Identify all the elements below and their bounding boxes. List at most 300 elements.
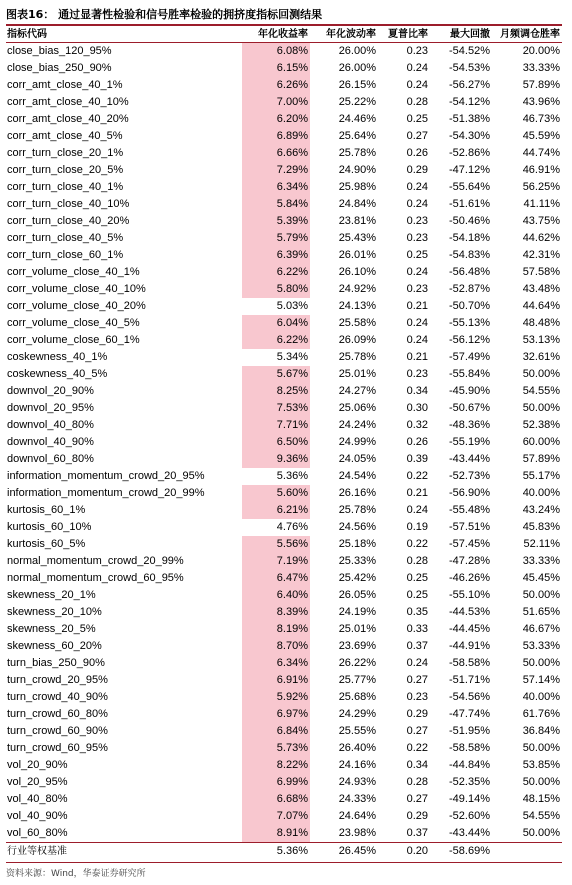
cell-annual-volatility: 25.18%	[338, 538, 376, 550]
cell-annual-volatility: 24.90%	[338, 164, 376, 176]
cell-annual-volatility: 24.64%	[338, 810, 376, 822]
cell-sharpe: 0.24	[406, 181, 428, 193]
cell-monthly-win-rate: 44.64%	[522, 300, 560, 312]
cell-indicator-code: close_bias_250_90%	[7, 62, 112, 74]
cell-monthly-win-rate: 56.25%	[522, 181, 560, 193]
cell-annual-volatility: 26.00%	[338, 62, 376, 74]
table-row	[6, 162, 562, 179]
cell-sharpe: 0.28	[406, 96, 428, 108]
cell-sharpe: 0.29	[406, 810, 428, 822]
cell-annual-volatility: 24.92%	[338, 283, 376, 295]
table-row	[6, 281, 562, 298]
cell-indicator-code: vol_20_95%	[7, 776, 68, 788]
cell-monthly-win-rate: 54.55%	[522, 810, 560, 822]
cell-annual-return: 8.70%	[242, 638, 310, 655]
table-row	[6, 400, 562, 417]
cell-max-drawdown: -57.51%	[449, 521, 490, 533]
cell-max-drawdown: -52.87%	[449, 283, 490, 295]
cell-sharpe: 0.22	[406, 742, 428, 754]
cell-annual-return: 5.60%	[242, 485, 310, 502]
header-annual-volatility: 年化波动率	[326, 29, 376, 40]
cell-indicator-code: corr_turn_close_40_1%	[7, 181, 124, 193]
cell-sharpe: 0.24	[406, 657, 428, 669]
cell-annual-return: 8.19%	[242, 621, 310, 638]
cell-max-drawdown: -50.67%	[449, 402, 490, 414]
cell-sharpe: 0.33	[406, 623, 428, 635]
cell-sharpe: 0.26	[406, 147, 428, 159]
cell-sharpe: 0.23	[406, 368, 428, 380]
cell-monthly-win-rate: 50.00%	[522, 402, 560, 414]
cell-max-drawdown: -50.46%	[449, 215, 490, 227]
cell-max-drawdown: -55.10%	[449, 589, 490, 601]
cell-annual-volatility: 24.19%	[338, 606, 376, 618]
cell-annual-return: 6.20%	[242, 111, 310, 128]
cell-annual-return: 7.53%	[242, 400, 310, 417]
cell-sharpe: 0.21	[406, 351, 428, 363]
cell-monthly-win-rate: 50.00%	[522, 368, 560, 380]
cell-indicator-code: normal_momentum_crowd_60_95%	[7, 572, 184, 584]
cell-monthly-win-rate: 52.38%	[522, 419, 560, 431]
cell-indicator-code: skewness_20_10%	[7, 606, 102, 618]
table-row	[6, 349, 562, 366]
cell-indicator-code: information_momentum_crowd_20_95%	[7, 470, 205, 482]
table-row	[6, 706, 562, 723]
cell-sharpe: 0.27	[406, 725, 428, 737]
cell-annual-return: 6.66%	[242, 145, 310, 162]
cell-max-drawdown: -52.60%	[449, 810, 490, 822]
cell-indicator-code: downvol_40_80%	[7, 419, 94, 431]
cell-monthly-win-rate: 54.55%	[522, 385, 560, 397]
cell-sharpe: 0.21	[406, 300, 428, 312]
table-row	[6, 264, 562, 281]
cell-annual-volatility: 23.69%	[338, 640, 376, 652]
table-row	[6, 315, 562, 332]
cell-monthly-win-rate: 40.00%	[522, 487, 560, 499]
cell-annual-return: 6.22%	[242, 264, 310, 281]
cell-sharpe: 0.34	[406, 759, 428, 771]
cell-monthly-win-rate: 33.33%	[522, 555, 560, 567]
cell-sharpe: 0.23	[406, 283, 428, 295]
cell-monthly-win-rate: 20.00%	[522, 45, 560, 57]
cell-monthly-win-rate: 32.61%	[522, 351, 560, 363]
cell-annual-return: 5.03%	[276, 300, 308, 312]
cell-sharpe: 0.23	[406, 45, 428, 57]
cell-max-drawdown: -52.86%	[449, 147, 490, 159]
cell-monthly-win-rate: 55.17%	[522, 470, 560, 482]
cell-annual-volatility: 24.27%	[338, 385, 376, 397]
cell-monthly-win-rate: 45.83%	[522, 521, 560, 533]
benchmark-return: 5.36%	[276, 845, 308, 857]
cell-indicator-code: turn_crowd_40_90%	[7, 691, 108, 703]
table-row	[6, 791, 562, 808]
cell-max-drawdown: -56.90%	[449, 487, 490, 499]
cell-sharpe: 0.32	[406, 419, 428, 431]
cell-max-drawdown: -51.95%	[449, 725, 490, 737]
table-row	[6, 485, 562, 502]
cell-monthly-win-rate: 43.24%	[522, 504, 560, 516]
cell-annual-volatility: 25.43%	[338, 232, 376, 244]
table-row	[6, 808, 562, 825]
cell-monthly-win-rate: 43.48%	[522, 283, 560, 295]
cell-sharpe: 0.29	[406, 164, 428, 176]
cell-sharpe: 0.22	[406, 538, 428, 550]
table-row	[6, 60, 562, 77]
cell-monthly-win-rate: 50.00%	[522, 827, 560, 839]
cell-indicator-code: corr_amt_close_40_5%	[7, 130, 123, 142]
table-caption: 图表16： 通过显著性检验和信号胜率检验的拥挤度指标回测结果	[6, 8, 323, 21]
cell-indicator-code: turn_bias_250_90%	[7, 657, 105, 669]
cell-annual-volatility: 23.81%	[338, 215, 376, 227]
table-row	[6, 536, 562, 553]
cell-max-drawdown: -55.13%	[449, 317, 490, 329]
cell-annual-return: 6.04%	[242, 315, 310, 332]
cell-annual-return: 6.21%	[242, 502, 310, 519]
cell-max-drawdown: -52.35%	[449, 776, 490, 788]
cell-annual-volatility: 24.93%	[338, 776, 376, 788]
cell-max-drawdown: -56.48%	[449, 266, 490, 278]
table-row	[6, 230, 562, 247]
cell-indicator-code: coskewness_40_1%	[7, 351, 108, 363]
cell-monthly-win-rate: 61.76%	[522, 708, 560, 720]
cell-indicator-code: downvol_20_90%	[7, 385, 94, 397]
cell-indicator-code: corr_turn_close_40_5%	[7, 232, 124, 244]
cell-sharpe: 0.24	[406, 62, 428, 74]
table-row	[6, 502, 562, 519]
cell-monthly-win-rate: 44.62%	[522, 232, 560, 244]
table-row	[6, 621, 562, 638]
cell-monthly-win-rate: 44.74%	[522, 147, 560, 159]
cell-max-drawdown: -43.44%	[449, 453, 490, 465]
cell-annual-return: 7.00%	[242, 94, 310, 111]
cell-indicator-code: kurtosis_60_1%	[7, 504, 86, 516]
cell-sharpe: 0.23	[406, 215, 428, 227]
table-row	[6, 553, 562, 570]
table-row	[6, 451, 562, 468]
cell-annual-return: 8.22%	[242, 757, 310, 774]
cell-max-drawdown: -47.28%	[449, 555, 490, 567]
cell-annual-volatility: 25.01%	[338, 368, 376, 380]
cell-max-drawdown: -44.53%	[449, 606, 490, 618]
cell-annual-return: 5.92%	[242, 689, 310, 706]
cell-annual-return: 6.15%	[242, 60, 310, 77]
cell-annual-volatility: 26.10%	[338, 266, 376, 278]
cell-indicator-code: downvol_40_90%	[7, 436, 94, 448]
cell-annual-volatility: 24.84%	[338, 198, 376, 210]
cell-sharpe: 0.30	[406, 402, 428, 414]
cell-annual-volatility: 25.98%	[338, 181, 376, 193]
cell-annual-return: 6.22%	[242, 332, 310, 349]
cell-annual-volatility: 26.40%	[338, 742, 376, 754]
cell-annual-volatility: 26.22%	[338, 657, 376, 669]
cell-monthly-win-rate: 57.89%	[522, 453, 560, 465]
cell-annual-volatility: 26.09%	[338, 334, 376, 346]
cell-annual-return: 7.07%	[242, 808, 310, 825]
table-row	[6, 468, 562, 485]
cell-annual-return: 6.40%	[242, 587, 310, 604]
cell-monthly-win-rate: 43.96%	[522, 96, 560, 108]
cell-sharpe: 0.25	[406, 113, 428, 125]
cell-max-drawdown: -50.70%	[449, 300, 490, 312]
cell-annual-volatility: 24.13%	[338, 300, 376, 312]
table-row	[6, 587, 562, 604]
cell-monthly-win-rate: 33.33%	[522, 62, 560, 74]
cell-annual-volatility: 26.00%	[338, 45, 376, 57]
cell-annual-volatility: 24.33%	[338, 793, 376, 805]
cell-indicator-code: corr_turn_close_40_10%	[7, 198, 130, 210]
cell-annual-return: 8.39%	[242, 604, 310, 621]
cell-monthly-win-rate: 36.84%	[522, 725, 560, 737]
cell-annual-volatility: 26.01%	[338, 249, 376, 261]
table-row	[6, 672, 562, 689]
cell-monthly-win-rate: 45.45%	[522, 572, 560, 584]
cell-monthly-win-rate: 46.91%	[522, 164, 560, 176]
cell-annual-volatility: 25.33%	[338, 555, 376, 567]
table-row	[6, 383, 562, 400]
cell-annual-volatility: 24.99%	[338, 436, 376, 448]
cell-annual-volatility: 25.77%	[338, 674, 376, 686]
cell-monthly-win-rate: 46.73%	[522, 113, 560, 125]
cell-monthly-win-rate: 43.75%	[522, 215, 560, 227]
cell-indicator-code: corr_volume_close_40_20%	[7, 300, 146, 312]
header-monthly-win-rate: 月频调仓胜率	[500, 29, 560, 40]
cell-annual-volatility: 24.29%	[338, 708, 376, 720]
cell-annual-volatility: 25.58%	[338, 317, 376, 329]
cell-max-drawdown: -43.44%	[449, 827, 490, 839]
cell-indicator-code: corr_turn_close_60_1%	[7, 249, 124, 261]
table-row	[6, 825, 562, 842]
table-body	[6, 43, 562, 842]
table-header	[6, 26, 562, 43]
cell-monthly-win-rate: 48.15%	[522, 793, 560, 805]
header-annual-return: 年化收益率	[258, 29, 308, 40]
cell-sharpe: 0.34	[406, 385, 428, 397]
cell-monthly-win-rate: 48.48%	[522, 317, 560, 329]
cell-indicator-code: kurtosis_60_5%	[7, 538, 86, 550]
cell-sharpe: 0.28	[406, 555, 428, 567]
cell-monthly-win-rate: 50.00%	[522, 589, 560, 601]
table-row	[6, 757, 562, 774]
cell-monthly-win-rate: 57.89%	[522, 79, 560, 91]
cell-sharpe: 0.25	[406, 572, 428, 584]
cell-annual-return: 5.84%	[242, 196, 310, 213]
cell-indicator-code: corr_volume_close_60_1%	[7, 334, 140, 346]
cell-sharpe: 0.27	[406, 674, 428, 686]
cell-annual-volatility: 23.98%	[338, 827, 376, 839]
source-note: 资料来源：Wind，华泰证券研究所	[6, 869, 146, 879]
cell-annual-return: 5.36%	[276, 470, 308, 482]
cell-annual-return: 6.34%	[242, 655, 310, 672]
header-sharpe: 夏普比率	[388, 29, 428, 40]
cell-max-drawdown: -54.56%	[449, 691, 490, 703]
benchmark-win-rate	[492, 843, 562, 859]
cell-annual-return: 6.08%	[242, 43, 310, 60]
table-row	[6, 689, 562, 706]
cell-annual-volatility: 26.16%	[338, 487, 376, 499]
cell-sharpe: 0.21	[406, 487, 428, 499]
benchmark-max-drawdown: -58.69%	[449, 845, 490, 857]
cell-sharpe: 0.24	[406, 317, 428, 329]
cell-annual-volatility: 25.78%	[338, 504, 376, 516]
cell-annual-volatility: 24.16%	[338, 759, 376, 771]
table-row	[6, 740, 562, 757]
cell-sharpe: 0.24	[406, 334, 428, 346]
table-row	[6, 655, 562, 672]
table-row	[6, 604, 562, 621]
table-row	[6, 111, 562, 128]
cell-monthly-win-rate: 40.00%	[522, 691, 560, 703]
cell-indicator-code: corr_amt_close_40_10%	[7, 96, 129, 108]
cell-sharpe: 0.19	[406, 521, 428, 533]
cell-sharpe: 0.35	[406, 606, 428, 618]
cell-max-drawdown: -57.49%	[449, 351, 490, 363]
cell-annual-return: 6.99%	[242, 774, 310, 791]
cell-indicator-code: corr_turn_close_40_20%	[7, 215, 130, 227]
cell-indicator-code: corr_volume_close_40_1%	[7, 266, 140, 278]
cell-indicator-code: corr_turn_close_20_1%	[7, 147, 124, 159]
table-row	[6, 434, 562, 451]
cell-annual-return: 8.25%	[242, 383, 310, 400]
cell-annual-return: 6.91%	[242, 672, 310, 689]
cell-annual-return: 6.47%	[242, 570, 310, 587]
table-row	[6, 332, 562, 349]
benchmark-volatility: 26.45%	[338, 845, 376, 857]
cell-max-drawdown: -54.53%	[449, 62, 490, 74]
cell-annual-return: 5.67%	[242, 366, 310, 383]
cell-monthly-win-rate: 57.14%	[522, 674, 560, 686]
cell-max-drawdown: -58.58%	[449, 657, 490, 669]
cell-sharpe: 0.24	[406, 198, 428, 210]
table-row	[6, 298, 562, 315]
cell-indicator-code: skewness_20_5%	[7, 623, 96, 635]
cell-indicator-code: information_momentum_crowd_20_99%	[7, 487, 205, 499]
cell-monthly-win-rate: 53.13%	[522, 334, 560, 346]
cell-sharpe: 0.25	[406, 249, 428, 261]
cell-indicator-code: turn_crowd_60_90%	[7, 725, 108, 737]
cell-annual-volatility: 24.56%	[338, 521, 376, 533]
cell-indicator-code: downvol_20_95%	[7, 402, 94, 414]
header-max-drawdown: 最大回撤	[450, 29, 490, 40]
cell-annual-return: 4.76%	[276, 521, 308, 533]
cell-indicator-code: normal_momentum_crowd_20_99%	[7, 555, 184, 567]
cell-annual-return: 7.71%	[242, 417, 310, 434]
table-row	[6, 366, 562, 383]
cell-annual-return: 6.84%	[242, 723, 310, 740]
cell-max-drawdown: -51.38%	[449, 113, 490, 125]
table-row	[6, 179, 562, 196]
cell-indicator-code: corr_volume_close_40_5%	[7, 317, 140, 329]
cell-monthly-win-rate: 53.85%	[522, 759, 560, 771]
table-row	[6, 417, 562, 434]
cell-monthly-win-rate: 57.58%	[522, 266, 560, 278]
header-indicator-code: 指标代码	[7, 29, 47, 40]
cell-sharpe: 0.25	[406, 589, 428, 601]
cell-annual-return: 5.73%	[242, 740, 310, 757]
cell-annual-return: 7.19%	[242, 553, 310, 570]
cell-sharpe: 0.23	[406, 232, 428, 244]
cell-monthly-win-rate: 53.33%	[522, 640, 560, 652]
cell-monthly-win-rate: 46.67%	[522, 623, 560, 635]
cell-annual-return: 5.39%	[242, 213, 310, 230]
cell-indicator-code: turn_crowd_20_95%	[7, 674, 108, 686]
cell-annual-return: 7.29%	[242, 162, 310, 179]
cell-sharpe: 0.27	[406, 130, 428, 142]
cell-annual-return: 5.79%	[242, 230, 310, 247]
cell-sharpe: 0.24	[406, 79, 428, 91]
cell-max-drawdown: -45.90%	[449, 385, 490, 397]
cell-max-drawdown: -54.12%	[449, 96, 490, 108]
cell-sharpe: 0.28	[406, 776, 428, 788]
cell-annual-volatility: 25.64%	[338, 130, 376, 142]
table-row	[6, 570, 562, 587]
cell-sharpe: 0.23	[406, 691, 428, 703]
cell-annual-volatility: 25.22%	[338, 96, 376, 108]
cell-annual-volatility: 25.42%	[338, 572, 376, 584]
cell-monthly-win-rate: 50.00%	[522, 742, 560, 754]
cell-max-drawdown: -55.19%	[449, 436, 490, 448]
cell-indicator-code: corr_turn_close_20_5%	[7, 164, 124, 176]
cell-indicator-code: turn_crowd_60_95%	[7, 742, 108, 754]
cell-annual-return: 5.80%	[242, 281, 310, 298]
cell-sharpe: 0.37	[406, 640, 428, 652]
cell-max-drawdown: -54.52%	[449, 45, 490, 57]
cell-max-drawdown: -47.12%	[449, 164, 490, 176]
cell-annual-return: 5.56%	[242, 536, 310, 553]
table-row	[6, 77, 562, 94]
cell-annual-return: 6.97%	[242, 706, 310, 723]
cell-max-drawdown: -52.73%	[449, 470, 490, 482]
table-row	[6, 723, 562, 740]
cell-sharpe: 0.29	[406, 708, 428, 720]
table-row	[6, 519, 562, 536]
cell-annual-volatility: 25.55%	[338, 725, 376, 737]
cell-monthly-win-rate: 50.00%	[522, 657, 560, 669]
cell-monthly-win-rate: 51.65%	[522, 606, 560, 618]
cell-max-drawdown: -55.64%	[449, 181, 490, 193]
cell-annual-return: 6.50%	[242, 434, 310, 451]
benchmark-sharpe: 0.20	[406, 845, 428, 857]
cell-annual-volatility: 24.46%	[338, 113, 376, 125]
cell-max-drawdown: -54.30%	[449, 130, 490, 142]
cell-max-drawdown: -51.61%	[449, 198, 490, 210]
cell-indicator-code: kurtosis_60_10%	[7, 521, 92, 533]
cell-max-drawdown: -54.83%	[449, 249, 490, 261]
bottom-rule	[6, 862, 562, 863]
cell-annual-return: 9.36%	[242, 451, 310, 468]
cell-max-drawdown: -55.84%	[449, 368, 490, 380]
cell-indicator-code: vol_60_80%	[7, 827, 68, 839]
cell-annual-return: 8.91%	[242, 825, 310, 842]
cell-annual-volatility: 25.01%	[338, 623, 376, 635]
table-row	[6, 774, 562, 791]
cell-monthly-win-rate: 52.11%	[523, 538, 560, 550]
cell-indicator-code: vol_40_90%	[7, 810, 68, 822]
benchmark-name: 行业等权基准	[7, 846, 67, 857]
cell-annual-volatility: 24.24%	[338, 419, 376, 431]
cell-annual-volatility: 24.54%	[338, 470, 376, 482]
cell-annual-return: 6.26%	[242, 77, 310, 94]
cell-monthly-win-rate: 41.11%	[523, 198, 560, 210]
cell-annual-volatility: 26.15%	[338, 79, 376, 91]
table-row	[6, 196, 562, 213]
cell-annual-volatility: 25.78%	[338, 147, 376, 159]
cell-indicator-code: skewness_20_1%	[7, 589, 96, 601]
cell-max-drawdown: -46.26%	[449, 572, 490, 584]
cell-annual-return: 6.34%	[242, 179, 310, 196]
table-row	[6, 43, 562, 60]
cell-max-drawdown: -57.45%	[449, 538, 490, 550]
cell-annual-return: 5.34%	[276, 351, 308, 363]
cell-sharpe: 0.26	[406, 436, 428, 448]
